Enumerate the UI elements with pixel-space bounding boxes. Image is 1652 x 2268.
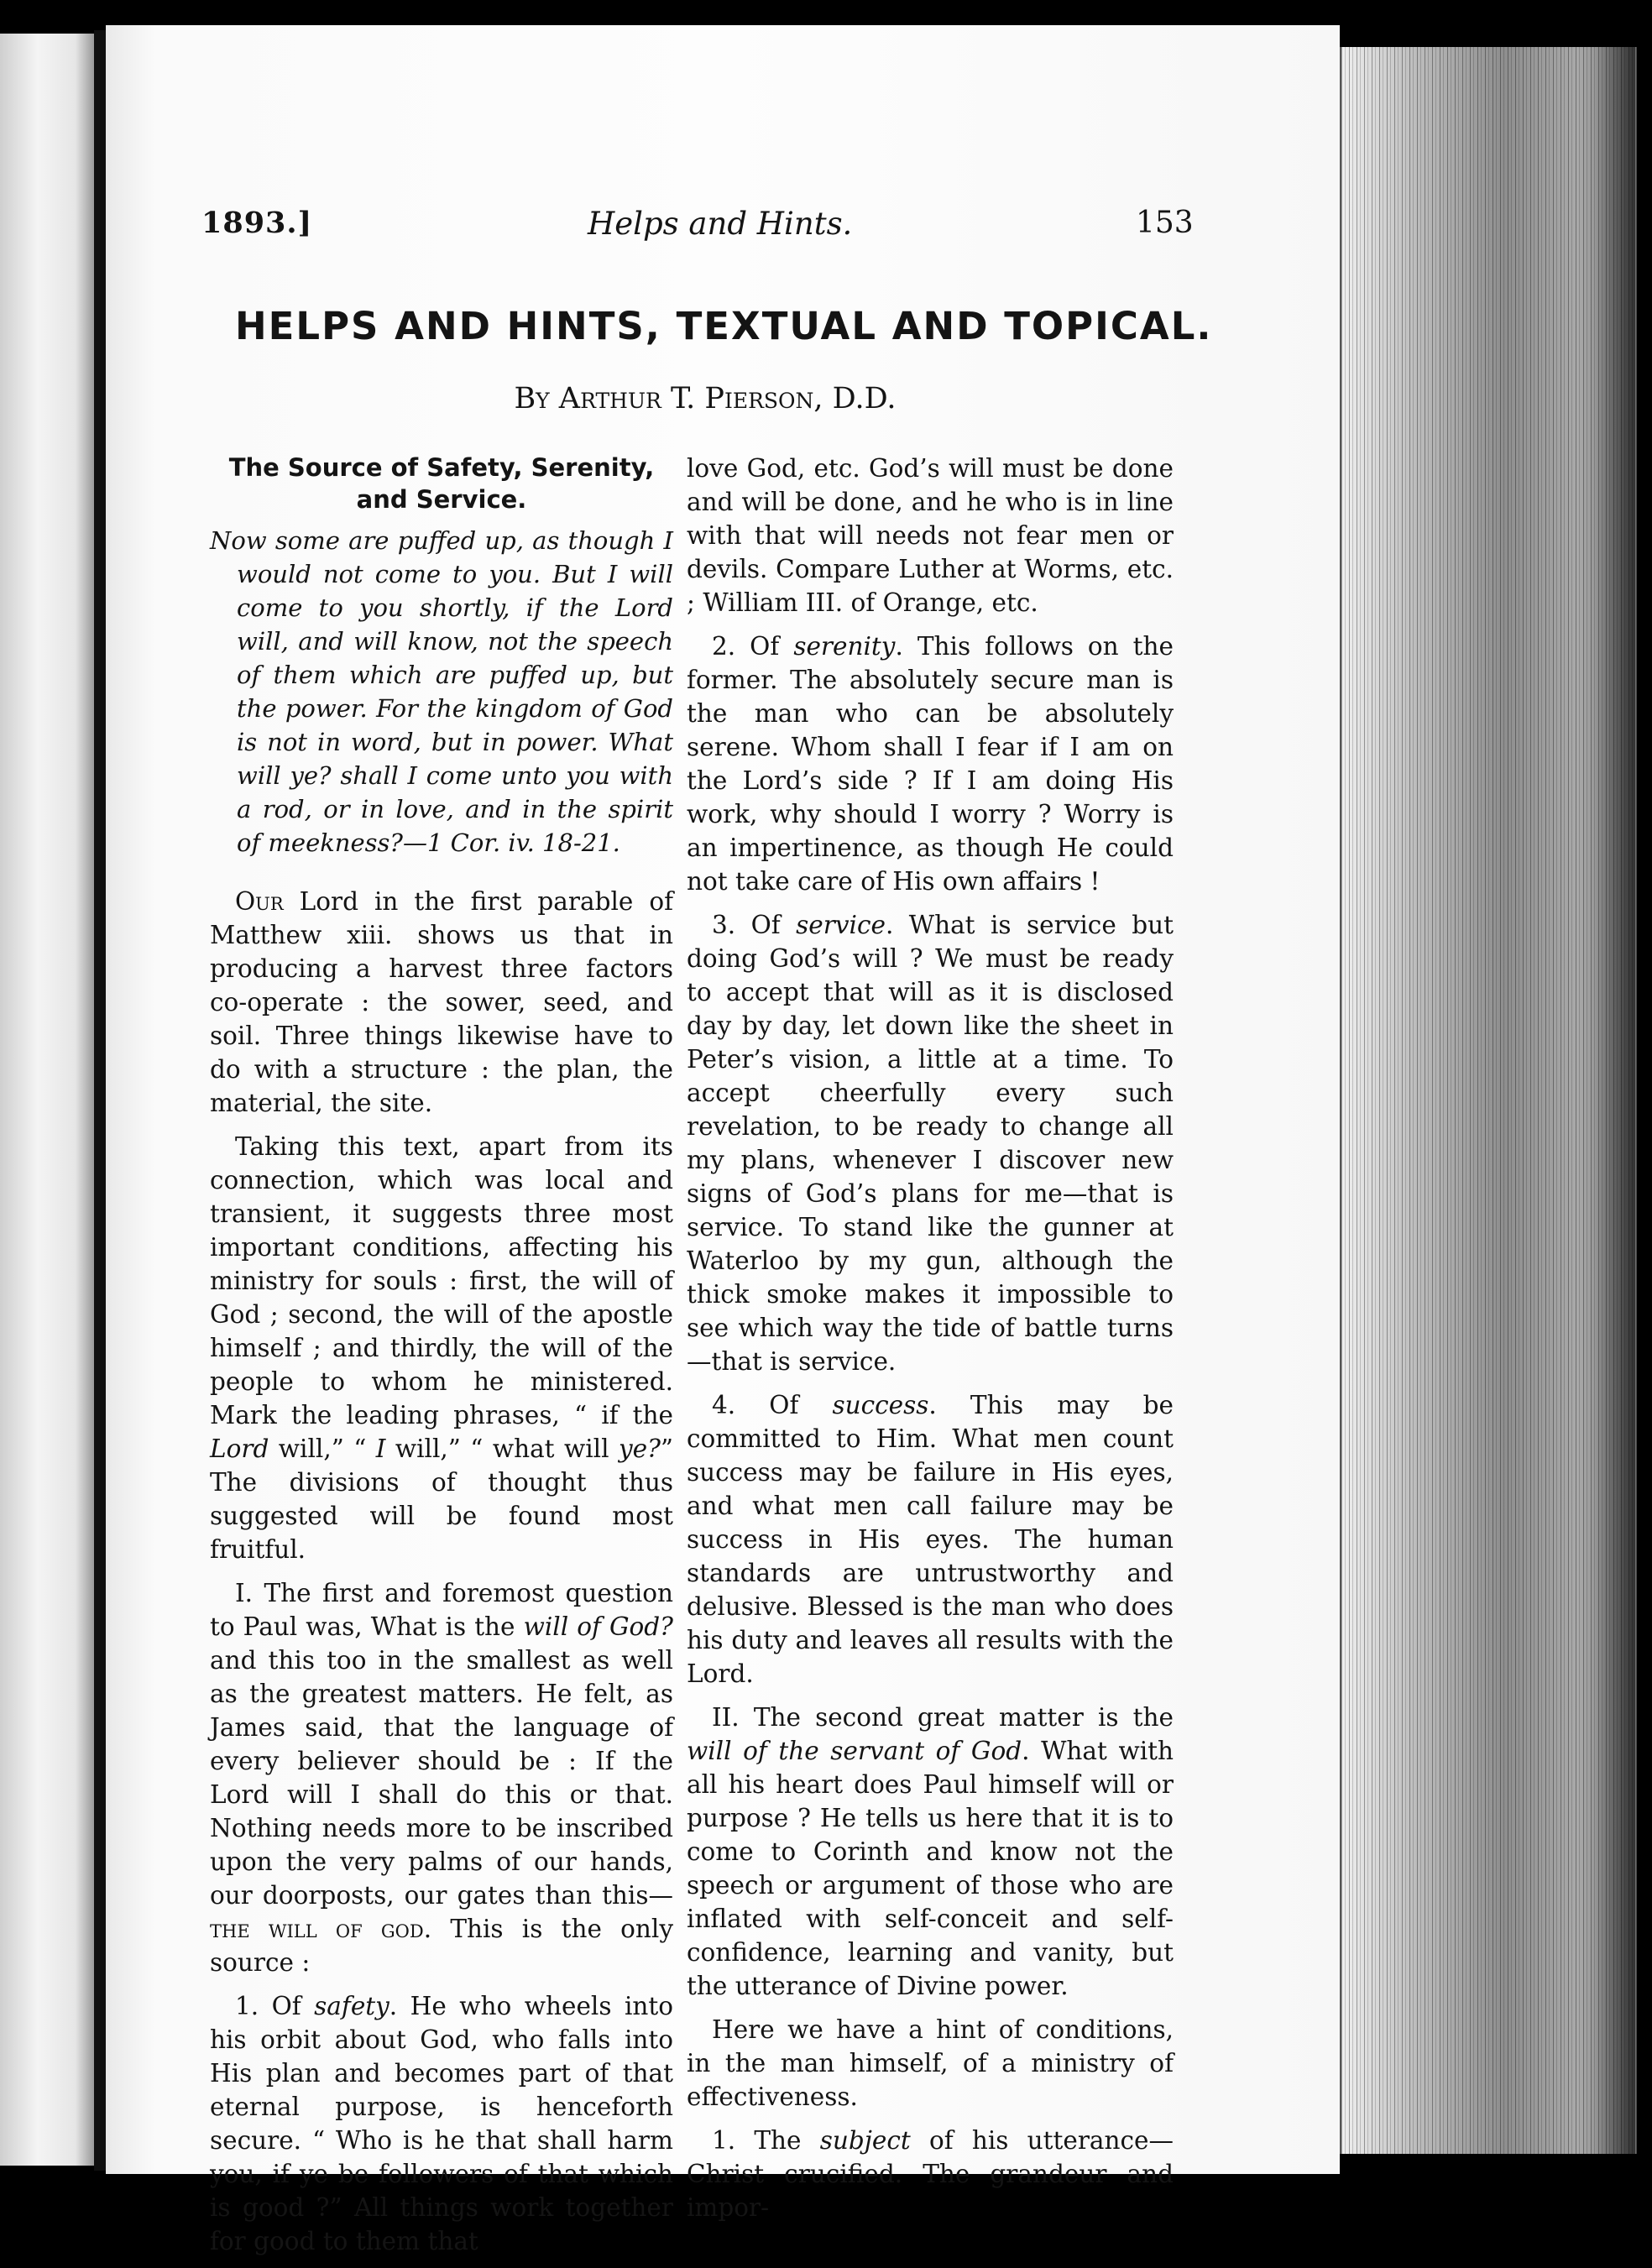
paragraph: II. The second great matter is the will of the servant of God. What with all his heart does Paul himself will or purpose ? He tells us here that it is to come to Corinth and know not the speech or argument of those who are inflated with self-conceit and self-confidence, learning and vanity, but the utterance of Divine power.: [687, 1703, 1174, 2000]
paragraph: love God, etc. God’s will must be done and will be done, and he who is in line with that will needs not fear men or devils. Compare Luther at Worms, etc. ; William III. of Orange, etc.: [687, 454, 1174, 617]
article-title: HELPS AND HINTS, TEXTUAL AND TOPICAL.: [235, 304, 1213, 348]
left-column: [210, 452, 673, 2268]
paragraph: 1. Of safety. He who wheels into his orbit about God, who falls into His plan and becomes part of that eternal purpose, is henceforth secure. “ Who is he that shall harm you, if ye be followers of that which is good ?” All things work together for good to them that: [210, 1992, 673, 2255]
paragraph: 2. Of serenity. This follows on the former. The absolutely secure man is the man who can be absolutely serene. Whom shall I fear if I am on the Lord’s side ? If I am doing His work, why should I worry ? Worry is an impertinence, as though He could not take care of His own affairs !: [687, 632, 1174, 896]
article-byline: By Arthur T. Pierson, D.D.: [514, 382, 897, 415]
section-title: The Source of Safety, Serenity, and Service.: [228, 453, 655, 514]
drop-word: Our: [235, 887, 284, 916]
book-gutter: [94, 30, 106, 2171]
header-running-title: Helps and Hints.: [588, 206, 853, 242]
paragraph: Here we have a hint of conditions, in the man himself, of a ministry of effectiveness.: [687, 2015, 1174, 2111]
facing-page-edge: [0, 34, 97, 2166]
paragraph: Our Lord in the first parable of Matthew xiii. shows us that in producing a harvest three factors co-operate : the sower, seed, and soil. Three things likewise have to do with a structure : the plan, the material, the site.: [210, 887, 673, 1117]
paragraph: Taking this text, apart from its connection, which was local and transient, it suggests three most important conditions, affecting his ministry for souls : first, the will of God ; second, the will of the apostle himself ; and thirdly, the will of the people to whom he ministered. Mark the leading phrases, “ if the Lord will,” “ I will,” “ what will ye?” The divisions of thought thus suggested will be found most fruitful.: [210, 1132, 673, 1564]
paragraph: 4. Of success. This may be committed to Him. What men count success may be failure in His eyes, and what men call failure may be success in His eyes. The human standards are untrustworthy and delusive. Blessed is the man who does his duty and leaves all results with the Lord.: [687, 1391, 1174, 1688]
page-stack-edge: [1340, 47, 1637, 2154]
page-number: 153: [1136, 206, 1194, 240]
page-stack-shadow: [1595, 47, 1635, 2154]
right-column: [687, 452, 1174, 2234]
header-year: 1893.]: [201, 206, 313, 240]
paragraph: I. The first and foremost question to Paul was, What is the will of God? and this too in the smallest as well as the greatest matters. He felt, as James said, that the language of every believer should be : If the Lord will I shall do this or that. Nothing needs more to be inscribed upon the very palms of our hands, our doorposts, our gates than this—the will of god. This is the only source :: [210, 1579, 673, 1977]
paragraph: 1. The subject of his utterance—Christ crucified. The grandeur and impor-: [687, 2126, 1174, 2222]
epigraph: Now some are puffed up, as though I would not come to you. But I will come to you shortly, if the Lord will, and will know, not the speech of them which are puffed up, but the power. For the kingdom of God is not in word, but in power. What will ye? shall I come unto you with a rod, or in love, and in the spirit of meekness?—1 Cor. iv. 18-21.: [210, 526, 673, 857]
paragraph: 3. Of service. What is service but doing God’s will ? We must be ready to accept that will as it is disclosed day by day, let down like the sheet in Peter’s vision, a little at a time. To accept cheerfully every such revelation, to be ready to change all my plans, whenever I discover new signs of God’s plans for me—that is service. To stand like the gunner at Waterloo by my gun, although the thick smoke makes it impossible to see which way the tide of battle turns—that is service.: [687, 911, 1174, 1376]
